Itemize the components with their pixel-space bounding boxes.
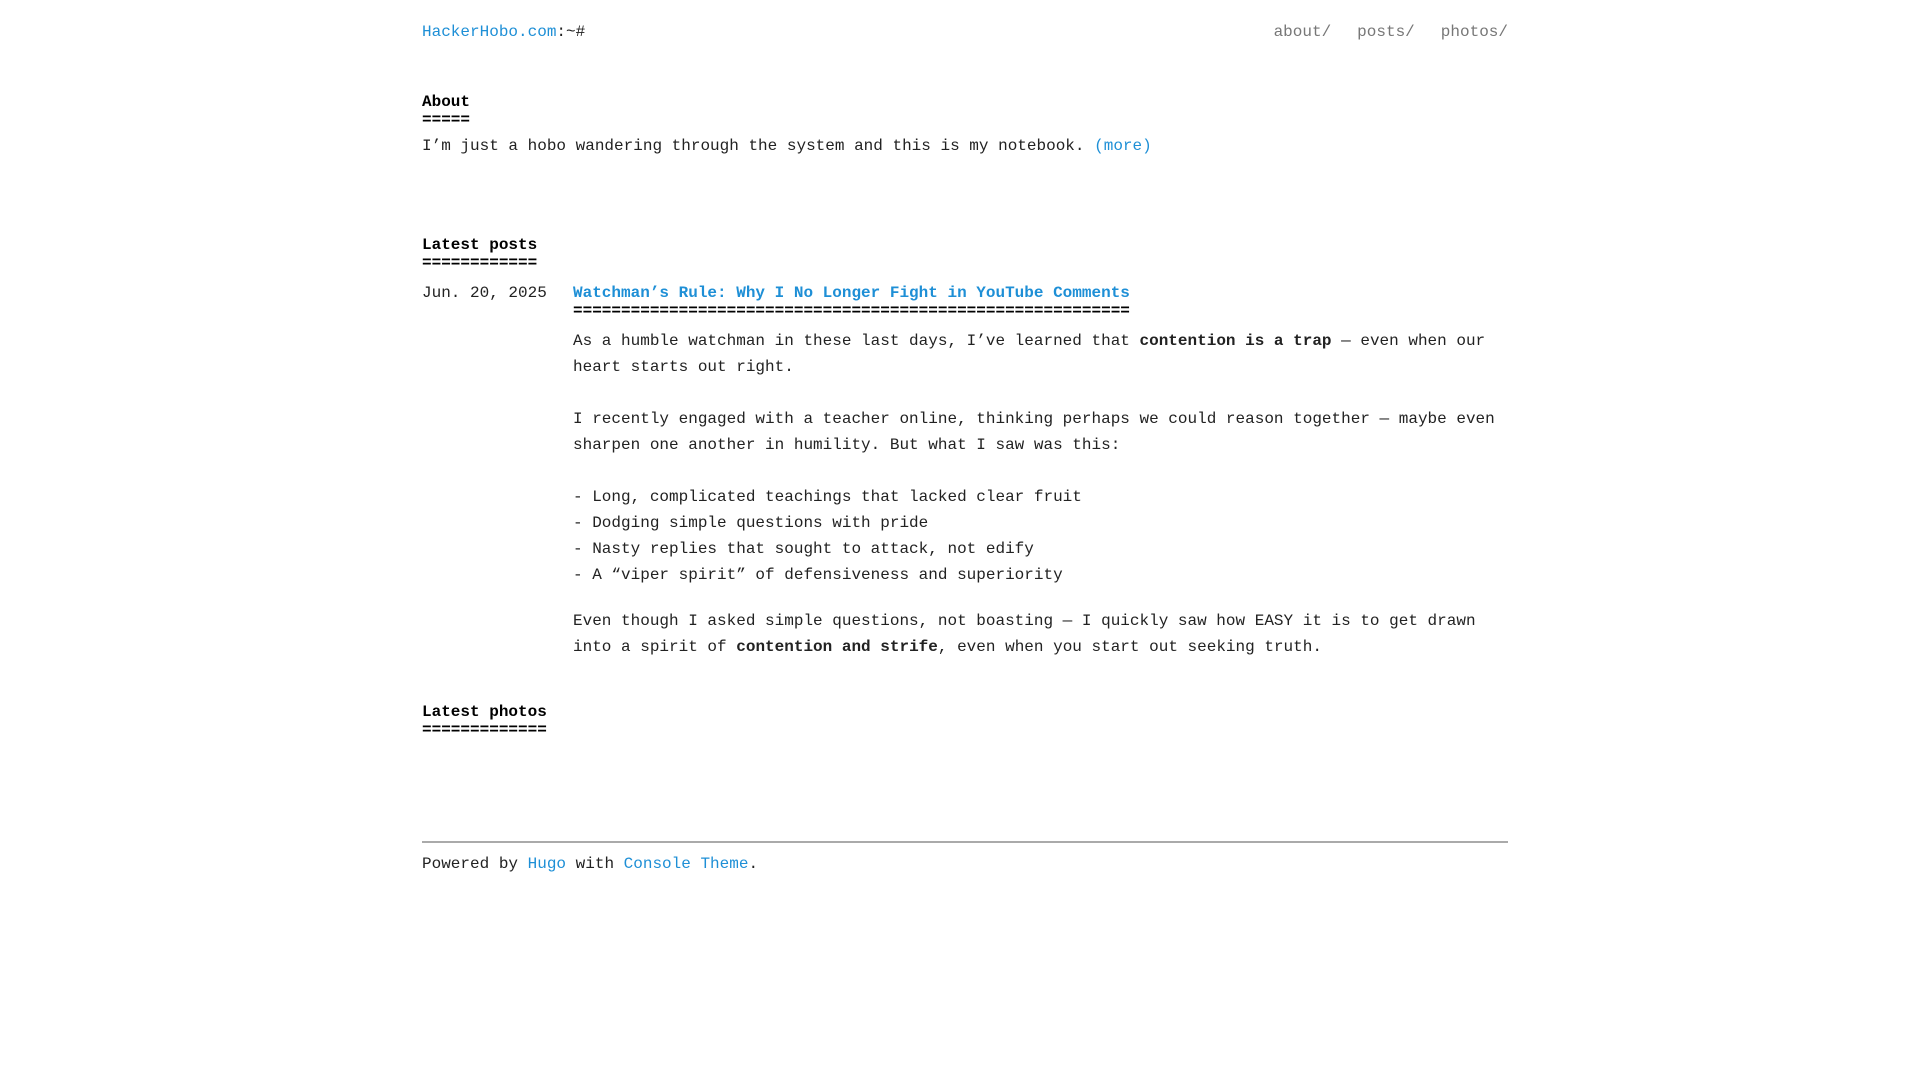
latest-photos-section xyxy=(422,699,547,737)
nav-posts[interactable]: posts/ xyxy=(1357,23,1415,41)
list-item: - Nasty replies that sought to attack, not edify xyxy=(573,540,1034,558)
post-p3-bold: contention and strife xyxy=(736,638,938,656)
post-paragraph-3 xyxy=(573,608,1508,660)
about-heading: About xyxy=(422,93,471,111)
about-text xyxy=(422,133,1152,159)
list-item: - Dodging simple questions with pride xyxy=(573,514,929,532)
site-header xyxy=(422,0,1508,64)
latest-photos-heading-underline: ============= xyxy=(422,725,547,737)
post-p1-text: As a humble watchman in these last days, I’ve learned that xyxy=(573,332,1140,350)
latest-photos-heading: Latest photos xyxy=(422,703,547,721)
post-item xyxy=(422,280,1508,660)
post-paragraph-1 xyxy=(573,328,1508,380)
footer-hugo-link[interactable]: Hugo xyxy=(527,855,567,873)
list-item: - Long, complicated teachings that lacked clear fruit xyxy=(573,488,1082,506)
list-item: - A “viper spirit” of defensiveness and superiority xyxy=(573,566,1063,584)
post-title-underline: ========================================================== xyxy=(573,306,1130,318)
post-date: Jun. 20, 2025 xyxy=(422,284,547,302)
about-section xyxy=(422,89,1152,159)
about-description: I’m just a hobo wandering through the system and this is my notebook. xyxy=(422,137,1095,155)
post-p1-text-end: — even when our heart starts out right. xyxy=(573,332,1486,376)
page-container xyxy=(422,0,1508,873)
latest-posts-heading-underline: ============ xyxy=(422,258,538,270)
site-footer xyxy=(422,841,1508,877)
about-heading-underline: ===== xyxy=(422,115,471,127)
nav-about[interactable]: about/ xyxy=(1273,23,1332,41)
post-p3-text-end: , even when you start out seeking truth. xyxy=(937,638,1322,656)
latest-posts-section xyxy=(422,232,1508,660)
footer-theme-link[interactable]: Console Theme xyxy=(623,855,749,873)
about-more-link[interactable]: (more) xyxy=(1094,137,1152,155)
post-title-link[interactable]: Watchman’s Rule: Why I No Longer Fight in YouTube Comments xyxy=(573,284,1130,302)
post-body xyxy=(573,280,1508,660)
main-nav xyxy=(1248,19,1508,45)
post-paragraph-2: I recently engaged with a teacher online, thinking perhaps we could reason together — maybe even sharpen one another in humility. But what I saw was this: xyxy=(573,410,1495,454)
post-p1-bold: contention is a trap xyxy=(1139,332,1332,350)
footer-powered-by: Powered by xyxy=(422,855,528,873)
footer-period: . xyxy=(748,855,759,873)
post-list xyxy=(573,484,1508,588)
post-p3-text: Even though I asked simple questions, not boasting — I quickly saw how EASY it is to get drawn into a spirit of xyxy=(573,612,1476,656)
shell-prompt: :~# xyxy=(556,23,586,41)
latest-posts-heading: Latest posts xyxy=(422,236,538,254)
nav-photos[interactable]: photos/ xyxy=(1440,23,1508,41)
footer-with: with xyxy=(566,855,624,873)
site-title xyxy=(422,19,585,45)
site-home-link[interactable]: HackerHobo.com xyxy=(422,23,557,41)
